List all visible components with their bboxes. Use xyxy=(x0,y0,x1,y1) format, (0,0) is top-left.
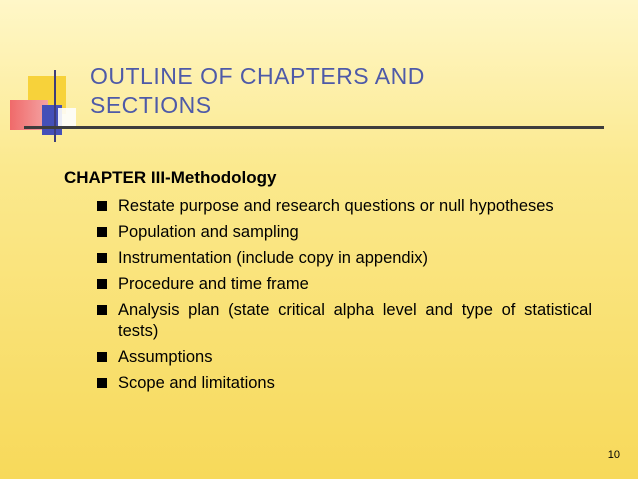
bullet-item xyxy=(92,248,592,269)
bullet-item xyxy=(92,274,592,295)
decorative-white-square xyxy=(58,108,76,126)
bullet-item xyxy=(92,196,592,217)
bullet-text: Assumptions xyxy=(118,348,213,366)
bullet-text: Procedure and time frame xyxy=(118,275,309,293)
page-number: 10 xyxy=(607,449,620,461)
bullet-text: Restate purpose and research questions or null hypotheses xyxy=(118,197,554,215)
bullet-item xyxy=(92,222,592,243)
square-bullet-icon xyxy=(97,201,107,211)
bullet-item xyxy=(92,300,592,342)
bullet-text: Population and sampling xyxy=(118,223,299,241)
bullet-list xyxy=(92,196,592,399)
bullet-item xyxy=(92,347,592,368)
slide-title: OUTLINE OF CHAPTERS AND SECTIONS xyxy=(90,63,425,118)
bullet-text: Instrumentation (include copy in appendix) xyxy=(118,249,429,267)
decorative-vertical-line xyxy=(54,70,56,142)
bullet-text: Analysis plan (state critical alpha level and type of statistical tests) xyxy=(118,301,592,340)
chapter-heading: CHAPTER III-Methodology xyxy=(64,168,277,187)
square-bullet-icon xyxy=(97,352,107,362)
title-underline xyxy=(24,126,604,129)
square-bullet-icon xyxy=(97,227,107,237)
square-bullet-icon xyxy=(97,378,107,388)
bullet-text: Scope and limitations xyxy=(118,374,275,392)
square-bullet-icon xyxy=(97,279,107,289)
bullet-item xyxy=(92,373,592,394)
square-bullet-icon xyxy=(97,305,107,315)
square-bullet-icon xyxy=(97,253,107,263)
